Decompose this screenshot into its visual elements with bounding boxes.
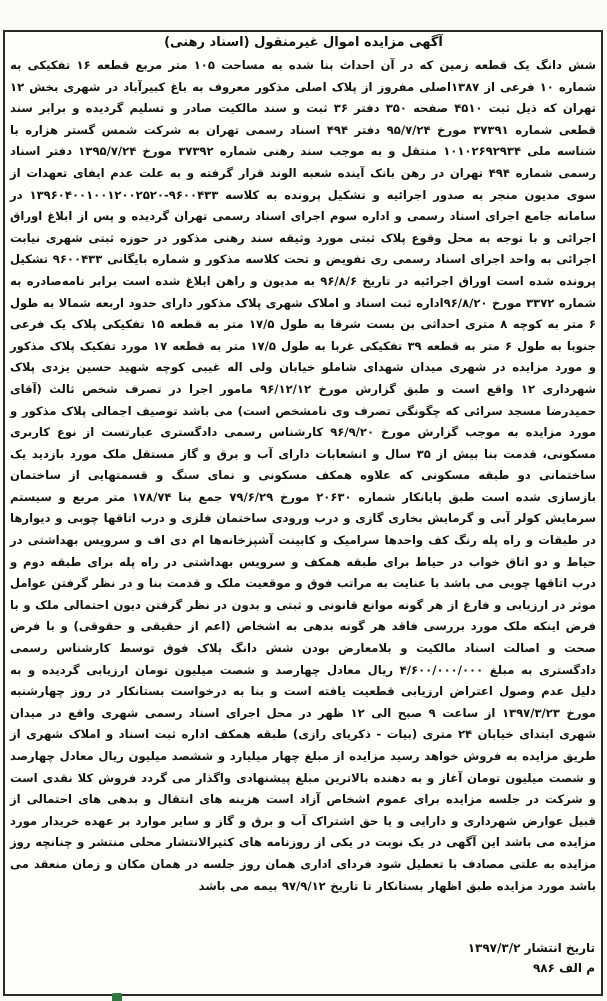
- notice-footer: [295, 938, 595, 978]
- publish-date: تاریخ انتشار ۱۳۹۷/۳/۲: [467, 941, 595, 955]
- reference-code: م الف ۹۸۶: [532, 961, 595, 975]
- notice-body: شش دانگ یک قطعه زمین که در آن احداث بنا شده به مساحت ۱۰۵ متر مربع قطعه ۱۶ تفکیکی به شماره ۱۰ فرعی از ۱۳۸۷اصلی مفروز از پلاک اصلی مذکور معروف به باغ کبیرآباد در شهری بخش ۱۲ تهران که ذیل ثبت ۴۵۱۰ صفحه ۳۵۰ دفتر ۳۶ ثبت و سند مالکیت صادر و تسلیم گردیده و برابر سند قطعی شماره ۳۷۳۹۱ مورخ ۹۵/۷/۲۴ دفتر ۴۹۴ اسناد رسمی تهران به شرکت شمس گستر هزاره با شناسه ملی ۱۰۱۰۲۶۹۲۹۳۴ منتقل و به موجب سند رهنی شماره ۳۷۳۹۲ مورخ ۱۳۹۵/۷/۲۴ دفتر اسناد رسمی شماره ۴۹۴ تهران در رهن بانک آینده شعبه الوند قرار گرفته و به علت عدم ایفای تعهدات از سوی مدیون منجر به صدور اجرائیه و تشکیل پرونده به کلاسه ۹۶۰۰۴۳۳-۱۳۹۶۰۴۰۰۱۰۰۱۲۰۰۲۵۲۰ در سامانه جامع اجرای اسناد رسمی و اداره سوم اجرای اسناد رسمی تهران گردیده و پس از ابلاغ اوراق اجرائی و با توجه به محل وقوع پلاک ثبتی مورد وثیقه سند رهنی مذکور در حوزه ثبتی شهری نیابت اجرائی به واحد اجرای اسناد رسمی ری تفویض و تحت کلاسه مذکور و شماره بایگانی ۹۶۰۰۴۳۳ تشکیل پرونده شده است اوراق اجرائیه در تاریخ ۹۶/۸/۶ به مدیون و راهن ابلاغ شده است برابر نامه‌صادره به شماره ۳۳۷۲ مورخ ۹۶/۸/۲۰اداره ثبت اسناد و املاک شهری پلاک مذکور دارای حدود اربعه شمالا به طول ۶ متر به کوچه ۸ متری احداثی بن بست شرقا به طول ۱۷/۵ متر به قطعه ۱۵ تفکیکی پلاک یک فرعی جنوبا به طول ۶ متر به قطعه ۳۹ تفکیکی غربا به طول ۱۷/۵ متر به قطعه ۱۷ مورد تفکیک پلاک مذکور و مورد مزایده در شهری میدان شهدای شاملو خیابان ولی اله غیبی کوچه شهید حسین یزدی پلاک شهرداری ۱۲ واقع است و طبق گزارش مورخ ۹۶/۱۲/۱۲ مامور اجرا در تصرف شخص ثالث (آقای حمیدرضا مسجد سرائی که چگونگی تصرف وی نامشخص است) می باشد توصیف اجمالی پلاک مذکور و مورد مزایده به موجب گزارش مورخ ۹۶/۹/۲۰ کارشناس رسمی دادگستری عبارتست از نوع کاربری مسکونی، قدمت بنا بیش از ۳۵ سال و انشعابات دارای آب و برق و گاز مستقل ملک مورد بازدید یک ساختمانی دو طبقه مسکونی که علاوه همکف مسکونی و نمای سنگ و قسمتهایی از ساختمان بازسازی شده است طبق پایانکار شماره ۲۰۶۳۰ مورخ ۷۹/۶/۲۹ جمع بنا ۱۷۸/۷۴ متر مربع و سیستم سرمایش کولر آبی و گرمایش بخاری گازی و درب ورودی ساختمان فلزی و درب اتاقها چوبی و دیوارها در طبقات و راه پله رنگ کف واحدها سرامیک و کابینت آشپزخانه‌ها ام دی اف و سرویس بهداشتی در حیاط و دو اتاق خواب در حیاط برای طبقه همکف و سرویس بهداشتی در راه پله برای طبقه دوم و درب اتاقها چوبی می باشد با عنایت به مراتب فوق و موقعیت ملک و قدمت بنا و در نظر گرفتن عوامل موثر در ارزیابی و فارغ از هر گونه موانع قانونی و ثبتی و بدون در نظر گرفتن دیون احتمالی ملک و با فرض اینکه ملک مورد بررسی فاقد هر گونه بدهی به اشخاص (اعم از حقیقی و حقوقی) و با فرض صحت و اصالت اسناد مالکیت و بلامعارض بودن شش دانگ پلاک فوق توسط کارشناس رسمی دادگستری به مبلغ ۴/۶۰۰/۰۰۰/۰۰۰ ریال معادل چهارصد و شصت میلیون تومان ارزیابی گردیده و به دلیل عدم وصول اعتراض ارزیابی قطعیت یافته است و بنا به درخواست بستانکار در روز چهارشنبه مورخ ۱۳۹۷/۳/۲۳ از ساعت ۹ صبح الی ۱۲ ظهر در محل اجرای اسناد رسمی شهری واقع در میدان شهری ابتدای خیابان ۲۴ متری (بیات - ذکریای رازی) طبقه همکف اداره ثبت اسناد و املاک شهری از طریق مزایده به فروش خواهد رسید مزایده از مبلغ چهار میلیارد و ششصد میلیون ریال معادل چهارصد و شصت میلیون تومان آغاز و به دهنده بالاترین مبلغ پیشنهادی واگذار می گردد فروش کلا نقدی است و شرکت در جلسه مزایده برای عموم اشخاص آزاد است هزینه های انتقال و بدهی های احتمالی از قبیل عوارض شهرداری و دارایی و یا حق اشتراک آب و برق و گاز و سایر موارد بر عهده خریدار مورد مزایده می باشد این آگهی در یک نوبت در یکی از روزنامه های کثیرالانتشار محلی منتشر و چنانچه روز مزایده به علتی مصادف با تعطیل شود فردای اداری همان روز جلسه در همان مکان و زمان منعقد می باشد مورد مزایده طبق اظهار بستانکار تا تاریخ ۹۷/۹/۱۲ بیمه می باشد: [10, 58, 597, 893]
- green-edge-mark-icon: [112, 993, 122, 1001]
- notice-title: آگهی مزایده اموال غیرمنقول (اسناد رهنی): [164, 35, 443, 50]
